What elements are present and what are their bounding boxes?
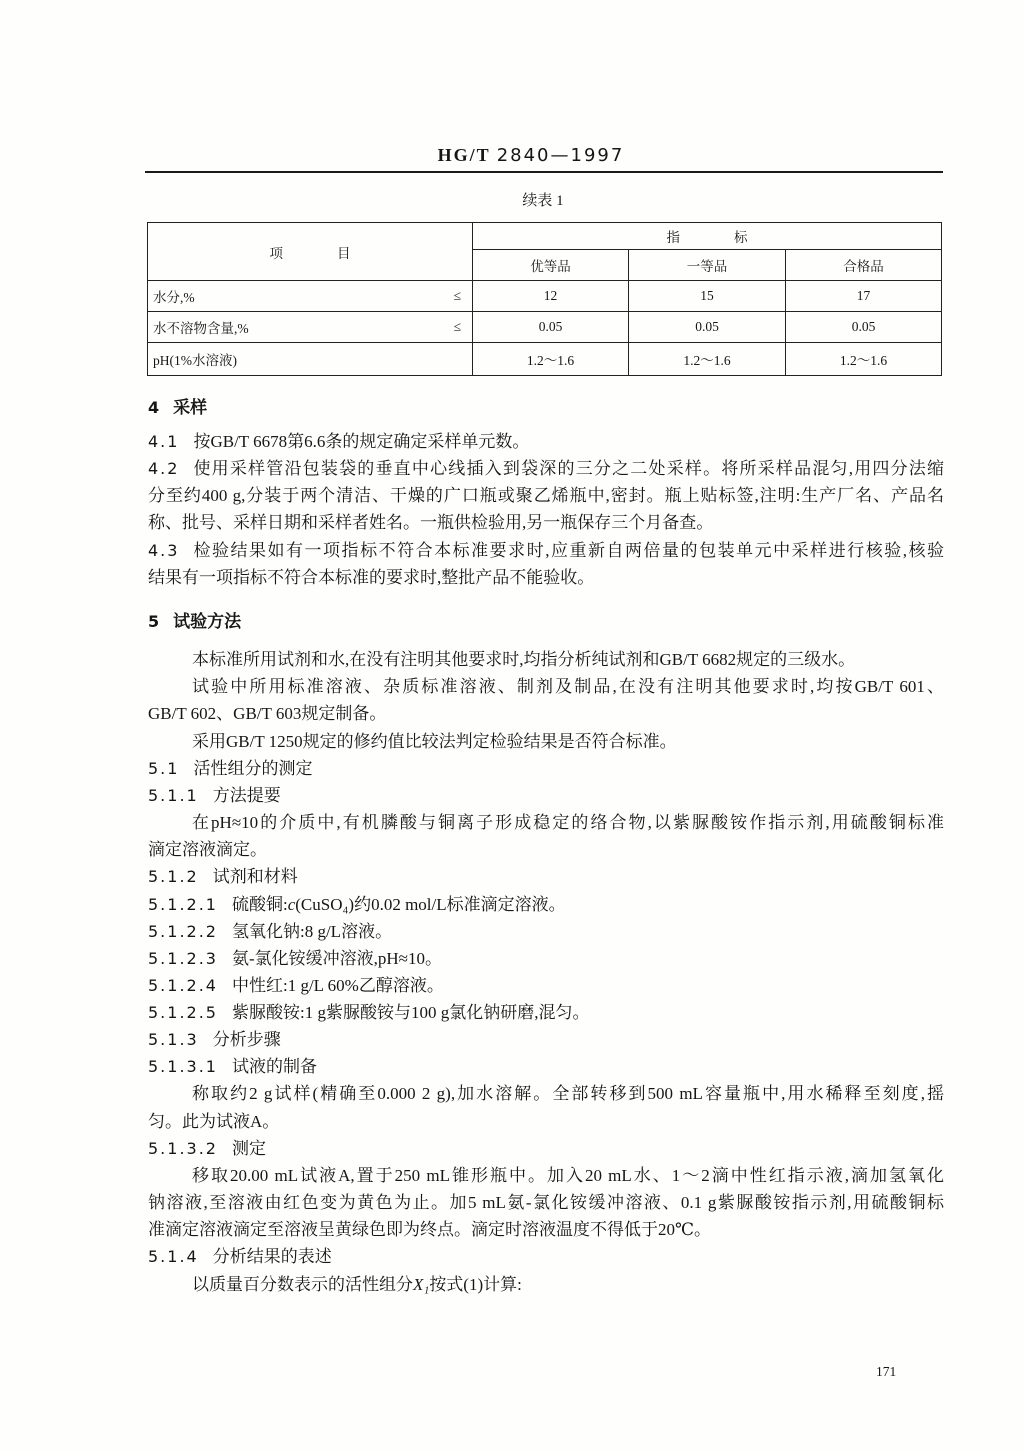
page-number: 171 xyxy=(876,1364,897,1379)
clause-5-1-heading xyxy=(148,758,944,780)
clause-title: 试液的制备 xyxy=(231,1057,317,1076)
clause-5-1-1-line-1 xyxy=(192,812,944,834)
clause-5-1-4-heading xyxy=(148,1246,944,1268)
table-caption: 续表 1 xyxy=(522,193,564,209)
clause-title: 活性组分的测定 xyxy=(193,759,313,778)
value-cell: 12 xyxy=(473,281,629,312)
paragraph-text: 匀。此为试液A。 xyxy=(148,1112,280,1131)
item-label: 水不溶物含量,% xyxy=(153,321,249,336)
clause-5-1-3-1-heading xyxy=(148,1056,944,1078)
clause-number: 4.1 xyxy=(148,432,180,451)
paragraph-text: 在pH≈10的介质中,有机膦酸与铜离子形成稳定的络合物,以紫脲酸铵作指示剂,用硫酸铜标准 xyxy=(192,813,944,832)
grade-superior-header: 优等品 xyxy=(473,250,629,281)
clause-5-1-3-1-line-1 xyxy=(192,1083,944,1105)
clause-number: 5.1.3.2 xyxy=(148,1139,218,1158)
clause-title: 分析步骤 xyxy=(212,1030,281,1049)
clause-4-3-line-1 xyxy=(148,540,944,562)
clause-title: 测定 xyxy=(231,1139,266,1158)
clause-5-1-3-2-line-1 xyxy=(192,1165,944,1187)
clause-text: 称、批号、采样日期和采样者姓名。一瓶供检验用,另一瓶保存三个月备查。 xyxy=(148,513,714,532)
value-cell: 0.05 xyxy=(629,312,786,343)
clause-number: 5.1.4 xyxy=(148,1247,199,1266)
clause-5-1-3-heading xyxy=(148,1029,944,1051)
clause-text: 紫脲酸铵:1 g紫脲酸铵与100 g氯化钠研磨,混匀。 xyxy=(231,1003,590,1022)
value-cell: 1.2～1.6 xyxy=(473,343,629,376)
clause-text: 分至约400 g,分装于两个清洁、干燥的广口瓶或聚乙烯瓶中,密封。瓶上贴标签,注明:生产厂名、产品名 xyxy=(148,486,944,505)
clause-5-1-2-2 xyxy=(148,921,944,943)
grade-first-header: 一等品 xyxy=(629,250,786,281)
spec-table xyxy=(147,222,942,376)
clause-title: 方法提要 xyxy=(212,786,281,805)
clause-number: 5.1.2.1 xyxy=(148,895,218,914)
grade-qualified-header: 合格品 xyxy=(786,250,942,281)
paragraph-text: GB/T 602、GB/T 603规定制备。 xyxy=(148,704,387,723)
section-5-para-2-line-2 xyxy=(148,703,944,725)
text-segment: 硫酸铜: xyxy=(231,895,288,914)
clause-number: 5.1 xyxy=(148,759,180,778)
clause-5-1-3-1-line-2 xyxy=(148,1111,944,1133)
section-5-para-3 xyxy=(192,731,944,753)
clause-number: 5.1.1 xyxy=(148,786,199,805)
standard-code-number: 2840—1997 xyxy=(496,145,625,166)
clause-text: 中性红:1 g/L 60%乙醇溶液。 xyxy=(231,976,444,995)
clause-4-2-line-1 xyxy=(148,458,944,480)
header-rule xyxy=(145,171,943,173)
section-5-heading xyxy=(148,611,944,633)
paragraph-text: 称取约2 g试样(精确至0.000 2 g),加水溶解。全部转移到500 mL容量瓶中,用水稀释至刻度,摇 xyxy=(192,1084,944,1103)
text-segment: 按式(1)计算: xyxy=(429,1275,522,1294)
paragraph-text xyxy=(192,1274,944,1296)
paragraph-text: 准滴定溶液滴定至溶液呈黄绿色即为终点。滴定时溶液温度不得低于20℃。 xyxy=(148,1220,712,1239)
clause-text: 检验结果如有一项指标不符合本标准要求时,应重新自两倍量的包装单元中采样进行核验,核验 xyxy=(193,541,944,560)
clause-4-2-line-3 xyxy=(148,512,944,534)
clause-number: 4.2 xyxy=(148,459,180,478)
clause-title: 试剂和材料 xyxy=(212,867,298,886)
clause-5-1-4-line-1 xyxy=(192,1274,944,1296)
value-cell: 0.05 xyxy=(473,312,629,343)
paragraph-text: 试验中所用标准溶液、杂质标准溶液、制剂及制品,在没有注明其他要求时,均按GB/T 601、 xyxy=(192,677,944,696)
concentration-symbol: c xyxy=(287,895,296,914)
clause-5-1-2-1 xyxy=(148,894,944,916)
section-title: 试验方法 xyxy=(173,612,242,632)
paragraph-text: 采用GB/T 1250规定的修约值比较法判定检验结果是否符合标准。 xyxy=(192,732,677,751)
value-cell: 1.2～1.6 xyxy=(629,343,786,376)
value-cell: 15 xyxy=(629,281,786,312)
clause-5-1-3-2-heading xyxy=(148,1138,944,1160)
clause-text xyxy=(232,894,944,916)
clause-text: 按GB/T 6678第6.6条的规定确定采样单元数。 xyxy=(193,432,530,451)
item-cell xyxy=(148,343,473,376)
table-header-row xyxy=(148,223,942,250)
mass-fraction-symbol: X₁ xyxy=(413,1275,430,1294)
item-column-header: 项 目 xyxy=(148,223,473,281)
clause-title: 分析结果的表述 xyxy=(212,1247,332,1266)
section-number: 4 xyxy=(148,398,162,417)
index-column-header: 指 标 xyxy=(473,223,942,250)
text-segment: (CuSO₄)约0.02 mol/L标准滴定溶液。 xyxy=(295,895,566,914)
value-cell: 0.05 xyxy=(786,312,942,343)
clause-text: 使用采样管沿包装袋的垂直中心线插入到袋深的三分之二处采样。将所采样品混匀,用四分法缩 xyxy=(193,459,944,478)
table-row xyxy=(148,312,942,343)
clause-text: 氢氧化钠:8 g/L溶液。 xyxy=(231,922,393,941)
clause-5-1-1-heading xyxy=(148,785,944,807)
paragraph-text: 钠溶液,至溶液由红色变为黄色为止。加5 mL氨-氯化铵缓冲溶液、0.1 g紫脲酸铵指示剂,用硫酸铜标 xyxy=(148,1193,944,1212)
clause-text: 结果有一项指标不符合本标准的要求时,整批产品不能验收。 xyxy=(148,568,595,587)
item-label: pH(1%水溶液) xyxy=(153,353,237,368)
clause-number: 5.1.2.5 xyxy=(148,1003,218,1022)
clause-number: 5.1.2.3 xyxy=(148,949,218,968)
clause-number: 5.1.2 xyxy=(148,867,199,886)
limit-symbol: ≤ xyxy=(453,288,461,303)
clause-5-1-3-2-line-2 xyxy=(148,1192,944,1214)
clause-number: 5.1.3.1 xyxy=(148,1057,218,1076)
item-cell xyxy=(148,312,473,343)
section-number: 5 xyxy=(148,612,162,631)
clause-4-3-line-2 xyxy=(148,567,944,589)
table-row xyxy=(148,281,942,312)
paragraph-text: 移取20.00 mL试液A,置于250 mL锥形瓶中。加入20 mL水、1～2滴中性红指示液,滴加氢氧化 xyxy=(192,1166,944,1185)
clause-4-1 xyxy=(148,431,944,453)
section-5-para-1 xyxy=(192,649,944,671)
standard-code-prefix: HG/T xyxy=(437,145,491,165)
section-5-para-2-line-1 xyxy=(192,676,944,698)
text-segment: 以质量百分数表示的活性组分 xyxy=(192,1275,413,1294)
clause-number: 5.1.3 xyxy=(148,1030,199,1049)
clause-5-1-3-2-line-3 xyxy=(148,1219,944,1241)
clause-text: 氨-氯化铵缓冲溶液,pH≈10。 xyxy=(231,949,443,968)
paragraph-text: 滴定溶液滴定。 xyxy=(148,840,267,859)
clause-4-2-line-2 xyxy=(148,485,944,507)
clause-number: 5.1.2.2 xyxy=(148,922,218,941)
clause-5-1-2-4 xyxy=(148,975,944,997)
value-cell: 1.2～1.6 xyxy=(786,343,942,376)
item-cell xyxy=(148,281,473,312)
clause-5-1-2-3 xyxy=(148,948,944,970)
clause-5-1-2-heading xyxy=(148,866,944,888)
clause-5-1-1-line-2 xyxy=(148,839,944,861)
standard-code-header xyxy=(331,142,731,168)
table-row xyxy=(148,343,942,376)
clause-number: 4.3 xyxy=(148,541,180,560)
item-label: 水分,% xyxy=(153,290,195,305)
section-4-heading xyxy=(148,397,944,419)
paragraph-text: 本标准所用试剂和水,在没有注明其他要求时,均指分析纯试剂和GB/T 6682规定的三级水。 xyxy=(192,650,856,669)
section-title: 采样 xyxy=(173,398,208,418)
limit-symbol: ≤ xyxy=(453,319,461,334)
clause-number: 5.1.2.4 xyxy=(148,976,218,995)
clause-5-1-2-5 xyxy=(148,1002,944,1024)
value-cell: 17 xyxy=(786,281,942,312)
